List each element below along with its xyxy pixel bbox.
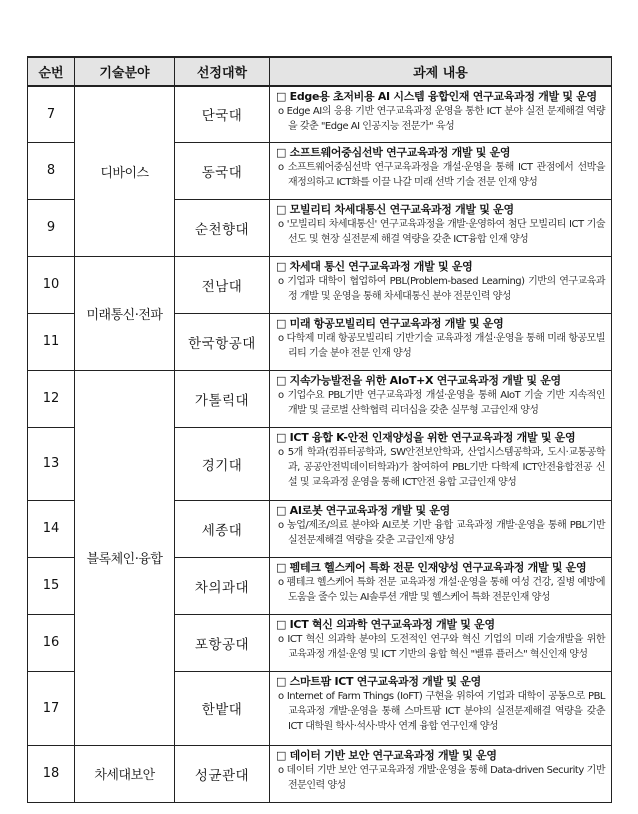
row-number: 8 (28, 142, 75, 199)
task-cell (270, 199, 612, 256)
table-row (28, 256, 612, 313)
table-row (28, 86, 612, 142)
task-cell (270, 427, 612, 500)
task-description: o Internet of Farm Things (IoFT) 구현을 위하여 기업과 대학이 공동으로 PBL 교육과정 개발·운영을 통해 스마트팜 ICT 분야의 실전문제해결 역량을 갖춘 ICT 대학원 학사·석사·박사 연계 융합 연구인재 양성 (278, 690, 605, 732)
row-number: 15 (28, 557, 75, 614)
university-cell: 전남대 (175, 256, 270, 313)
table-row (28, 745, 612, 802)
field-cell-device: 디바이스 (75, 86, 175, 256)
row-number: 17 (28, 671, 75, 745)
task-cell (270, 500, 612, 557)
header-university: 선정대학 (175, 57, 270, 86)
field-cell-telecom: 미래통신·전파 (75, 256, 175, 370)
header-content: 과제 내용 (270, 57, 612, 86)
task-title: □ 지속가능발전을 위한 AIoT+X 연구교육과정 개발 및 운영 (276, 373, 561, 387)
university-cell: 한국항공대 (175, 313, 270, 370)
task-title: □ 모빌리티 차세대통신 연구교육과정 개발 및 운영 (276, 202, 514, 216)
task-description: o 소프트웨어중심선박 연구교육과정을 개설·운영을 통해 ICT 관점에서 선박을 재정의하고 ICT화를 이끌 나갈 미래 선박 기술 전문 인재 양성 (278, 161, 605, 188)
row-number: 10 (28, 256, 75, 313)
task-cell (270, 86, 612, 142)
table-row (28, 370, 612, 427)
university-cell: 순천향대 (175, 199, 270, 256)
university-cell: 동국대 (175, 142, 270, 199)
row-number: 12 (28, 370, 75, 427)
task-title: □ 스마트팜 ICT 연구교육과정 개발 및 운영 (276, 674, 481, 688)
header-no: 순번 (28, 57, 75, 86)
task-cell (270, 614, 612, 671)
task-title: □ ICT 융합 K-안전 인재양성을 위한 연구교육과정 개발 및 운영 (276, 430, 576, 444)
task-title: □ 펨테크 헬스케어 특화 전문 인재양성 연구교육과정 개발 및 운영 (276, 560, 587, 574)
task-description: o 다학제 미래 항공모빌리티 기반기술 교육과정 개설·운영을 통해 미래 항공모빌리티 기술 분야 전문 인재 양성 (278, 332, 605, 359)
header-field: 기술분야 (75, 57, 175, 86)
row-number: 9 (28, 199, 75, 256)
university-cell: 단국대 (175, 86, 270, 142)
university-cell: 가톨릭대 (175, 370, 270, 427)
field-cell-security: 차세대보안 (75, 745, 175, 802)
university-cell: 세종대 (175, 500, 270, 557)
task-description: o 기업수요 PBL기반 연구교육과정 개설·운영을 통해 AIoT 기술 기반 지속적인 개발 및 글로벌 산학협력 리더십을 갖춘 실무형 고급인재 양성 (278, 389, 605, 416)
university-cell: 차의과대 (175, 557, 270, 614)
task-description: o '모빌리티 차세대통신' 연구교육과정을 개발·운영하여 첨단 모빌리티 ICT 기술 선도 및 현장 실전문제 해결 역량을 갖춘 ICT융합 인재 양성 (278, 218, 605, 245)
task-description: o 데이터 기반 보안 연구교육과정 개발·운영을 통해 Data-driven Security 기반 전문인력 양성 (278, 764, 605, 791)
task-title: □ 소프트웨어중심선박 연구교육과정 개발 및 운영 (276, 145, 511, 159)
task-cell (270, 142, 612, 199)
task-cell (270, 256, 612, 313)
project-table (27, 56, 612, 803)
university-cell: 성균관대 (175, 745, 270, 802)
task-description: o 농업/제조/의료 분야와 AI로봇 기반 융합 교육과정 개발·운영을 통해 PBL기반 실전문제해결 역량을 갖춘 고급인재 양성 (278, 519, 605, 546)
university-cell: 경기대 (175, 427, 270, 500)
task-cell (270, 313, 612, 370)
university-cell: 포항공대 (175, 614, 270, 671)
row-number: 16 (28, 614, 75, 671)
task-title: □ Edge용 초저비용 AI 시스템 융합인재 연구교육과정 개발 및 운영 (276, 90, 597, 103)
task-description: o Edge AI의 응용 기반 연구교육과정 운영을 통한 ICT 분야 실전 문제해결 역량을 갖춘 "Edge AI 인공지능 전문가" 육성 (278, 106, 605, 132)
task-cell (270, 370, 612, 427)
task-title: □ ICT 혁신 의과학 연구교육과정 개발 및 운영 (276, 617, 495, 631)
header-row (28, 57, 612, 86)
row-number: 11 (28, 313, 75, 370)
row-number: 13 (28, 427, 75, 500)
task-title: □ 미래 항공모빌리티 연구교육과정 개발 및 운영 (276, 316, 504, 330)
row-number: 7 (28, 86, 75, 142)
task-description: o 5개 학과(컴퓨터공학과, SW안전보안학과, 산업시스템공학과, 도시·교통공학과, 공공안전빅데이터학과)가 참여하여 PBL기반 다학제 ICT안전융합전공 신설 및 교육과정 운영을 통해 ICT안전 융합 고급인재 양성 (278, 446, 605, 488)
task-title: □ AI로봇 연구교육과정 개발 및 운영 (276, 503, 450, 517)
task-title: □ 데이터 기반 보안 연구교육과정 개발 및 운영 (276, 748, 497, 762)
task-cell (270, 557, 612, 614)
task-cell (270, 745, 612, 802)
field-cell-blockchain: 블록체인·융합 (75, 370, 175, 745)
task-cell (270, 671, 612, 745)
task-description: o 기업과 대학이 협업하여 PBL(Problem-based Learning) 기반의 연구교육과정 개발 및 운영을 통해 차세대통신 분야 전문인력 양성 (278, 275, 605, 302)
task-description: o 펨테크 헬스케어 특화 전문 교육과정 개설·운영을 통해 여성 건강, 질병 예방에 도움을 줄수 있는 AI솔루션 개발 및 헬스케어 특화 전문인재 양성 (278, 576, 605, 603)
row-number: 14 (28, 500, 75, 557)
task-description: o ICT 혁신 의과학 분야의 도전적인 연구와 혁신 기업의 미래 기술개발을 위한 교육과정 개설·운영 및 ICT 기반의 융합 혁신 "밸류 플러스" 혁신인재 양성 (278, 633, 605, 660)
row-number: 18 (28, 745, 75, 802)
task-title: □ 차세대 통신 연구교육과정 개발 및 운영 (276, 259, 473, 273)
university-cell: 한밭대 (175, 671, 270, 745)
